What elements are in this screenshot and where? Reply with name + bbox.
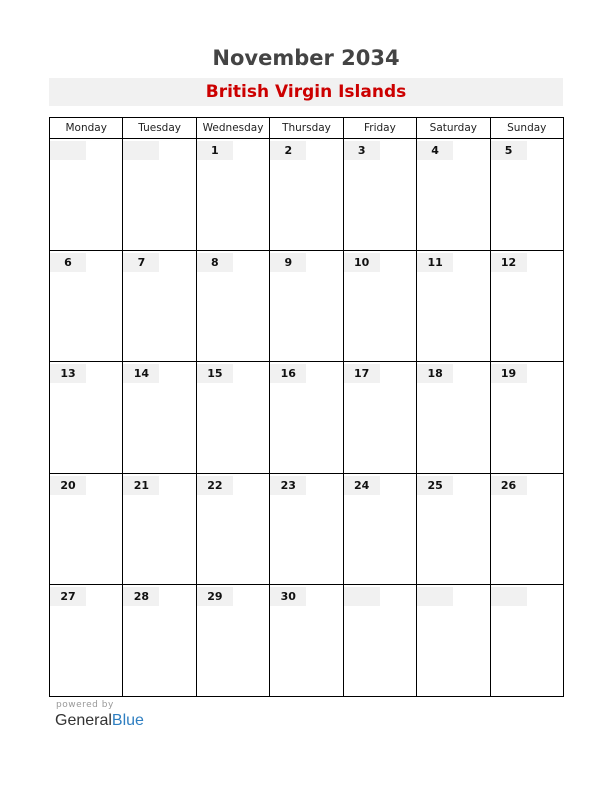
calendar-day-cell xyxy=(196,473,269,585)
day-number: 29 xyxy=(197,587,233,606)
calendar-day-cell xyxy=(50,139,123,251)
calendar-day-cell xyxy=(270,362,343,474)
day-number: 13 xyxy=(50,364,86,383)
calendar-week-row xyxy=(50,250,564,362)
day-number: 26 xyxy=(491,476,527,495)
day-number: 8 xyxy=(197,253,233,272)
day-number: 1 xyxy=(197,141,233,160)
calendar-grid xyxy=(49,117,564,697)
day-number: 23 xyxy=(270,476,306,495)
calendar-day-cell xyxy=(490,250,563,362)
day-number: 10 xyxy=(344,253,380,272)
day-number xyxy=(491,587,527,606)
weekday-thursday: Thursday xyxy=(270,118,343,139)
weekday-saturday: Saturday xyxy=(417,118,490,139)
weekday-header-row xyxy=(50,118,564,139)
day-number: 20 xyxy=(50,476,86,495)
brand-blue: Blue xyxy=(111,712,144,729)
day-number: 27 xyxy=(50,587,86,606)
calendar-day-cell xyxy=(417,362,490,474)
calendar-day-cell xyxy=(343,473,416,585)
calendar-day-cell xyxy=(123,250,196,362)
calendar-day-cell xyxy=(123,473,196,585)
day-number: 7 xyxy=(123,253,159,272)
day-number: 19 xyxy=(491,364,527,383)
day-number: 12 xyxy=(491,253,527,272)
day-number: 22 xyxy=(197,476,233,495)
calendar-day-cell xyxy=(196,139,269,251)
day-number xyxy=(344,587,380,606)
weekday-sunday: Sunday xyxy=(490,118,563,139)
calendar-day-cell xyxy=(270,585,343,697)
powered-by-label: powered by xyxy=(56,700,114,710)
calendar-day-cell xyxy=(343,139,416,251)
calendar-day-cell xyxy=(343,250,416,362)
day-number xyxy=(50,141,86,160)
calendar-day-cell xyxy=(123,585,196,697)
calendar-body xyxy=(50,139,564,697)
weekday-friday: Friday xyxy=(343,118,416,139)
day-number: 18 xyxy=(417,364,453,383)
brand-general: General xyxy=(55,712,112,729)
weekday-tuesday: Tuesday xyxy=(123,118,196,139)
calendar-week-row xyxy=(50,585,564,697)
calendar-week-row xyxy=(50,139,564,251)
calendar-day-cell xyxy=(196,585,269,697)
calendar-day-cell xyxy=(196,250,269,362)
country-name: British Virgin Islands xyxy=(205,82,407,102)
weekday-monday: Monday xyxy=(50,118,123,139)
calendar-day-cell xyxy=(343,362,416,474)
day-number: 21 xyxy=(123,476,159,495)
calendar-day-cell xyxy=(123,362,196,474)
calendar-day-cell xyxy=(50,473,123,585)
calendar-day-cell xyxy=(417,473,490,585)
calendar-week-row xyxy=(50,473,564,585)
calendar-day-cell xyxy=(123,139,196,251)
calendar-day-cell xyxy=(490,139,563,251)
day-number xyxy=(417,587,453,606)
calendar-day-cell xyxy=(417,139,490,251)
calendar-day-cell xyxy=(270,139,343,251)
day-number: 5 xyxy=(491,141,527,160)
calendar-day-cell xyxy=(417,585,490,697)
day-number: 16 xyxy=(270,364,306,383)
day-number xyxy=(123,141,159,160)
day-number: 24 xyxy=(344,476,380,495)
generalblue-logo xyxy=(55,712,144,730)
calendar-day-cell xyxy=(270,250,343,362)
day-number: 4 xyxy=(417,141,453,160)
day-number: 2 xyxy=(270,141,306,160)
calendar-day-cell xyxy=(50,362,123,474)
day-number: 28 xyxy=(123,587,159,606)
calendar-day-cell xyxy=(343,585,416,697)
day-number: 6 xyxy=(50,253,86,272)
day-number: 11 xyxy=(417,253,453,272)
calendar-day-cell xyxy=(490,585,563,697)
country-bar xyxy=(49,78,563,106)
calendar-day-cell xyxy=(50,585,123,697)
calendar-title: November 2034 xyxy=(212,46,400,70)
day-number: 14 xyxy=(123,364,159,383)
weekday-wednesday: Wednesday xyxy=(196,118,269,139)
calendar-day-cell xyxy=(490,473,563,585)
calendar-day-cell xyxy=(490,362,563,474)
calendar-day-cell xyxy=(417,250,490,362)
day-number: 15 xyxy=(197,364,233,383)
day-number: 17 xyxy=(344,364,380,383)
day-number: 30 xyxy=(270,587,306,606)
calendar-day-cell xyxy=(270,473,343,585)
calendar-day-cell xyxy=(196,362,269,474)
day-number: 9 xyxy=(270,253,306,272)
calendar-day-cell xyxy=(50,250,123,362)
day-number: 25 xyxy=(417,476,453,495)
calendar-week-row xyxy=(50,362,564,474)
day-number: 3 xyxy=(344,141,380,160)
